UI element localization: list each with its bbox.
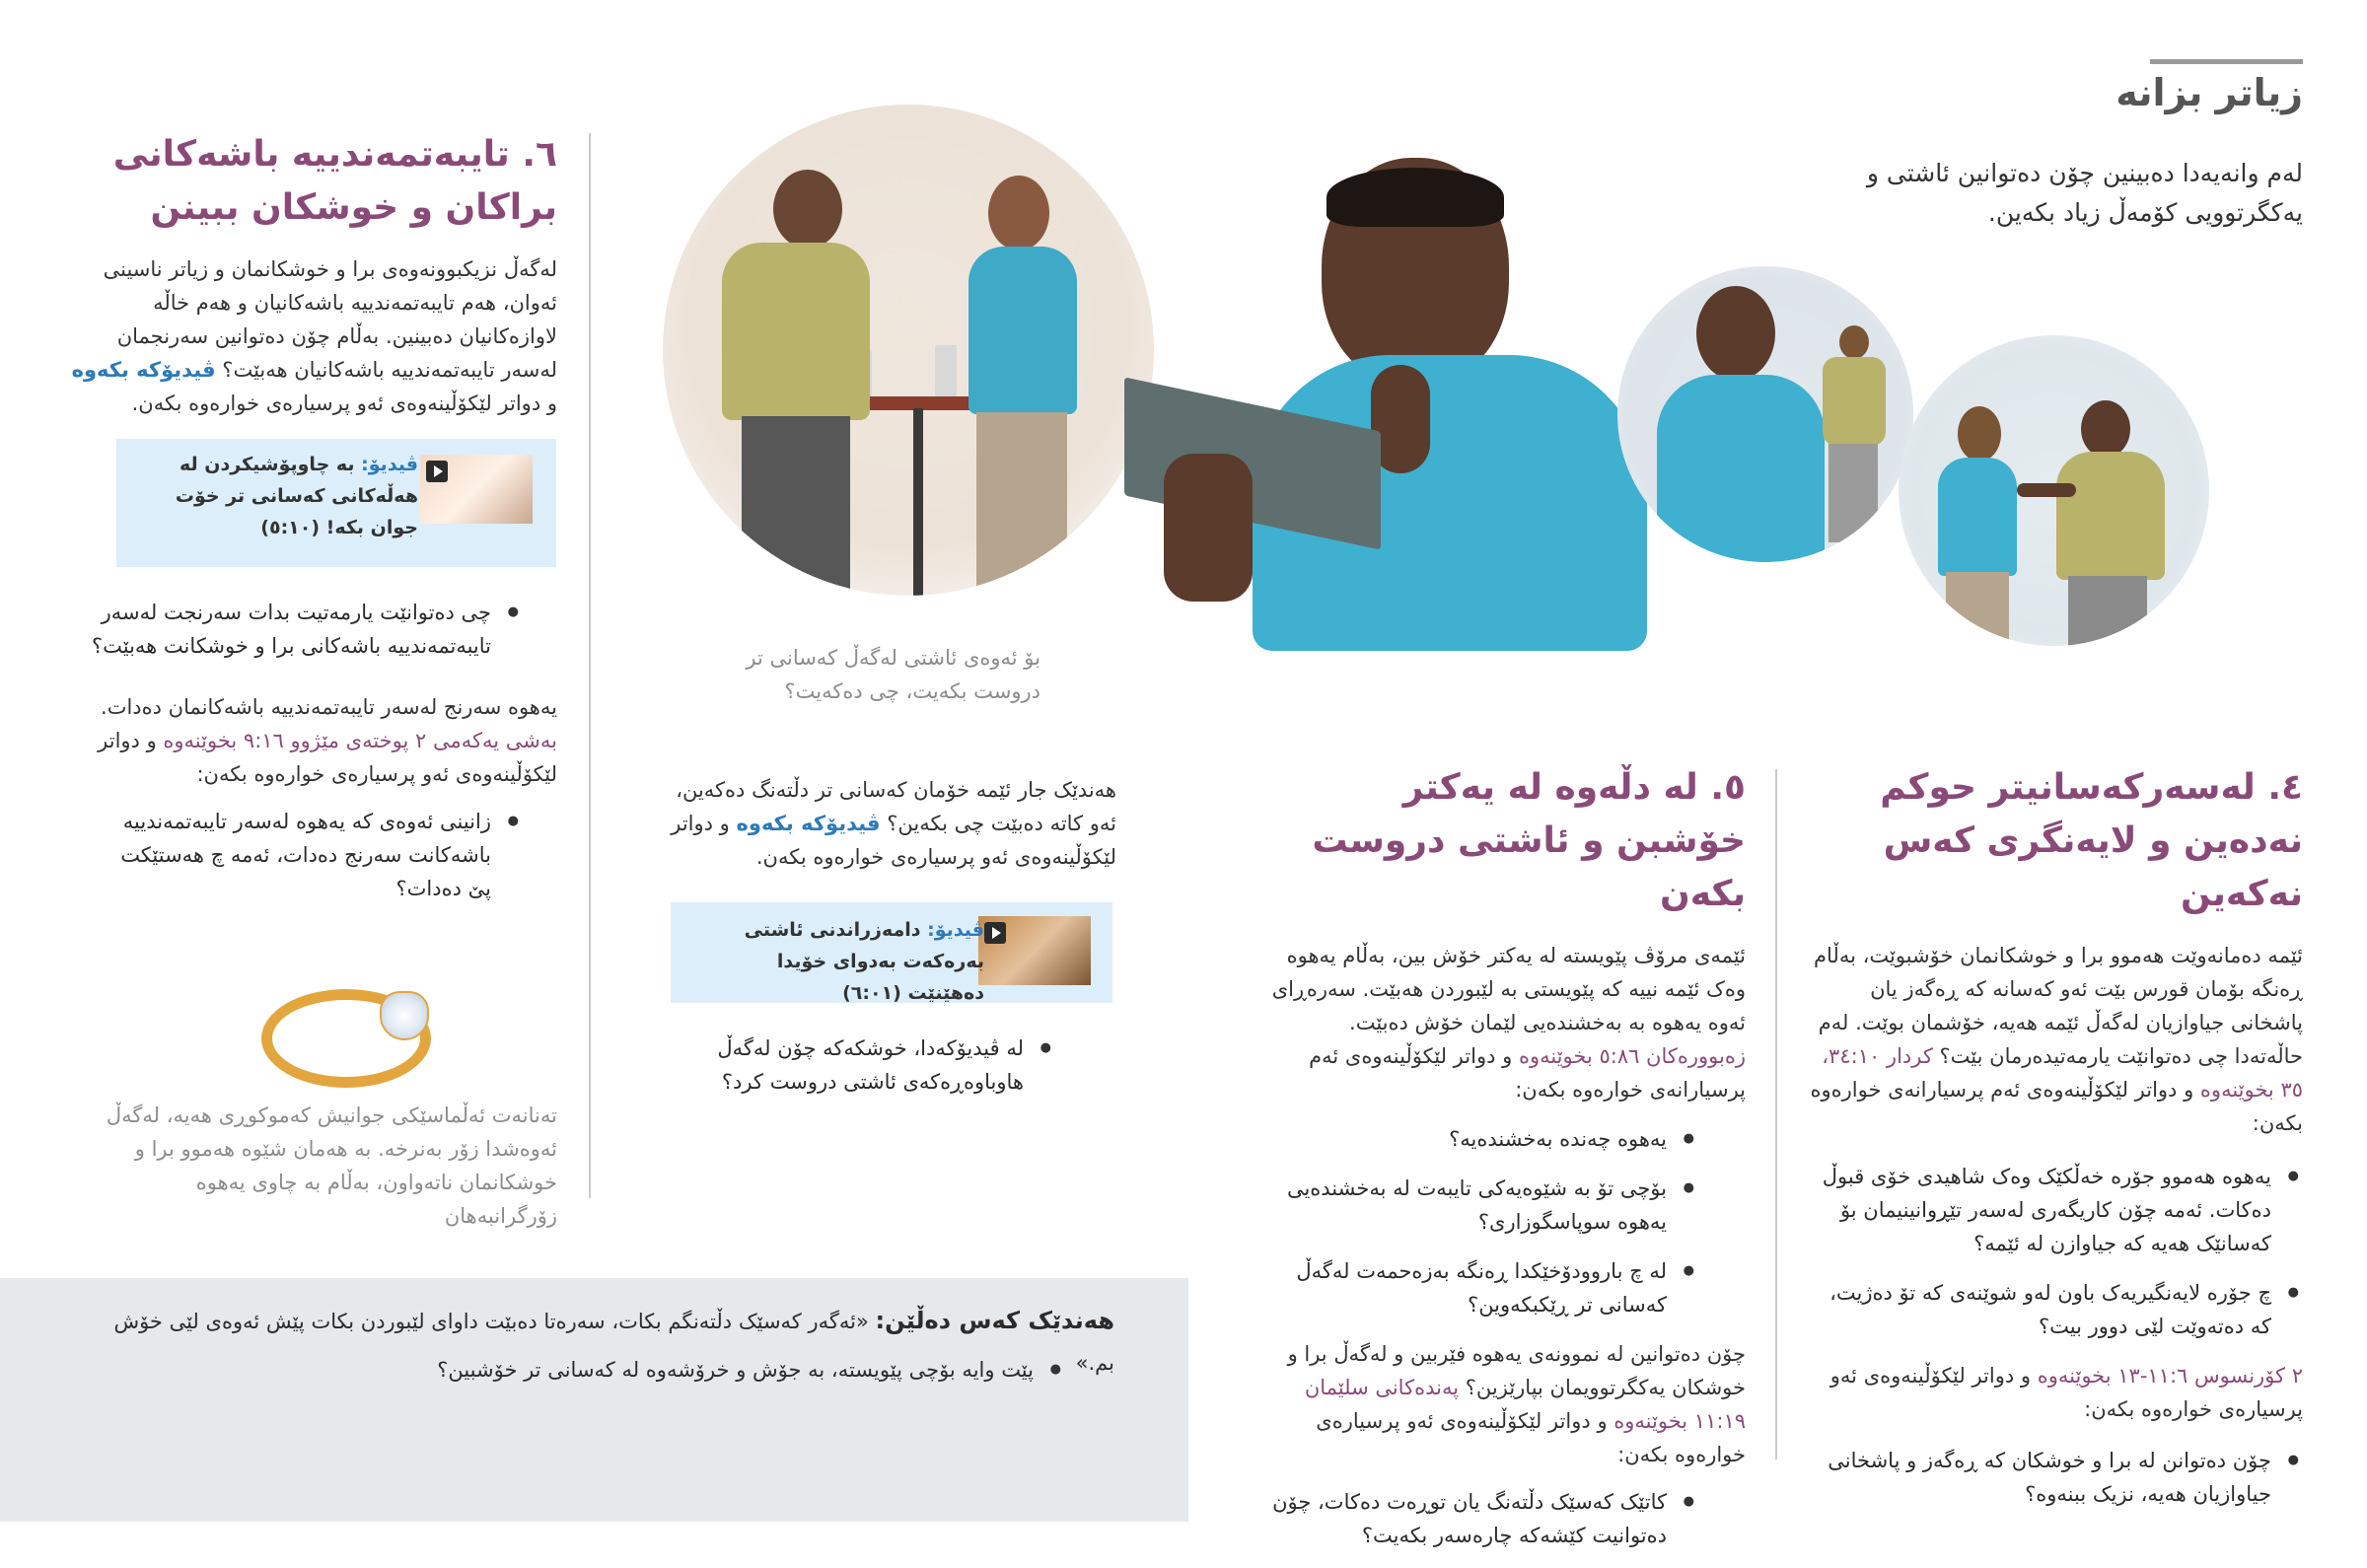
list-item: ● بۆچی تۆ بە شێوەیەکی تایبەت لە بەخشندەیی یەهوە سوپاسگوزاری؟ <box>1262 1172 1667 1239</box>
bottom-question <box>394 1353 1065 1402</box>
question-list <box>1810 1444 2303 1511</box>
list-item: ● چ جۆرە لایەنگیریەک باون لەو شوێنەی کە تۆ دەژیت، کە دەتەوێت لێی دوور بیت؟ <box>1810 1276 2271 1343</box>
section-5 <box>1262 761 1746 1568</box>
question-list <box>710 1032 1055 1114</box>
scripture-link[interactable]: زەبوورەکان ٨٦:‏٥ بخوێنەوە <box>1518 1044 1746 1068</box>
quote-lead: هەندێک کەس دەڵێن: <box>875 1307 1114 1334</box>
section-body: هەندێک جار ئێمە خۆمان کەسانی تر دڵتەنگ دەکەین، ئەو کاتە دەبێت چی بکەین؟ ڤیدیۆکە بکەوە و دواتر لێکۆڵینەوەی ئەو پرسیارەی خوارەوە بکەن. <box>671 778 1116 869</box>
scripture-link[interactable]: کردار ١٠:‏٣٤، ٣٥ بخوێنەوە <box>1822 1044 2303 1102</box>
video-thumbnail[interactable] <box>420 455 533 524</box>
video-card[interactable] <box>116 439 556 567</box>
video-label: ڤیدیۆ: <box>361 454 418 475</box>
question-list <box>1810 1160 2303 1343</box>
column-divider <box>589 133 591 1198</box>
list-item: ● یەهوە هەموو جۆرە خەڵکێک وەک شاهیدی خۆی قبوڵ دەکات. ئەمە چۆن کاریگەری لەسەر تێڕوانینیمان بۆ کەسانێک هەیە کە جیاوازن لە ئێمە؟ <box>1810 1160 2271 1260</box>
open-video-link[interactable]: ڤیدیۆکە بکەوە <box>71 358 216 382</box>
section-body: یەهوە سەرنج لەسەر تایبەتمەندییە باشەکانمان دەدات. بەشی یەکەمی ٢ پوختەی مێژوو ١٦:‏٩ بخوێنەوە و دواتر لێکۆڵینەوەی ئەو پرسیارەی خوارەوە بکەن: <box>98 695 557 786</box>
header-rule <box>2150 59 2303 64</box>
question-list <box>89 596 523 663</box>
list-item: ● پێت وایە بۆچی پێویستە، بە جۆش و خرۆشەوە لە کەسانی تر خۆشبین؟ <box>394 1353 1034 1387</box>
section-title: ٥. لە دڵەوە لە یەکتر خۆشبن و ئاشتی دروست بکەن <box>1312 767 1746 914</box>
open-video-link[interactable]: ڤیدیۆکە بکەوە <box>736 812 881 835</box>
section-6 <box>59 128 557 420</box>
column-divider <box>1775 769 1777 1460</box>
list-item: ● زانینی ئەوەی کە یەهوە لەسەر تایبەتمەندییە باشەکانت سەرنج دەدات، ئەمە چ هەستێکت پێ دەدات؟ <box>118 805 491 905</box>
illustration-two-men-talking <box>663 105 1154 596</box>
video-thumbnail[interactable] <box>978 916 1091 985</box>
section-body: ئێمەی مرۆڤ پێویستە لە یەکتر خۆش بین، بەڵام یەهوە وەک ئێمە نییە کە پێویستی بە لێبوردن هەبێت. سەرەڕای ئەوە یەهوە بە بەخشندەیی لێمان خۆش دەبێت. زەبوورەکان ٨٦:‏٥ بخوێنەوە و دواتر لێکۆڵینەوەی ئەم پرسیارانەی خوارەوە بکەن: <box>1271 944 1746 1102</box>
video-card[interactable] <box>671 902 1112 1003</box>
list-item: ● چی دەتوانێت یارمەتیت بدات سەرنجت لەسەر تایبەتمەندییە باشەکانی برا و خوشکانت هەبێت؟ <box>89 596 491 663</box>
scripture-link[interactable]: بەشی یەکەمی ٢ پوختەی مێژوو ١٦:‏٩ بخوێنەوە <box>163 729 557 752</box>
section-6-continued <box>89 596 523 678</box>
list-item: ● چۆن دەتوانن لە برا و خوشکان کە ڕەگەز و پاشخانی جیاوازیان هەیە، نزیک ببنەوە؟ <box>1810 1444 2271 1511</box>
question-list <box>394 1353 1065 1387</box>
diamond-ring-image <box>251 971 444 1080</box>
ring-caption: تەنانەت ئەڵماسێکی جوانیش کەموکوڕی هەیە، لەگەڵ ئەوەشدا زۆر بەنرخە. بە هەمان شێوە هەموو برا و خوشکانمان ناتەواون، بەڵام بە چاوی یەهوە زۆرگرانبەهان <box>106 1104 557 1228</box>
list-item: ● یەهوە چەندە بەخشندەیە؟ <box>1262 1122 1667 1156</box>
intro-text: لەم وانەیەدا دەبینین چۆن دەتوانین ئاشتی و یەکگرتوویی کۆمەڵ زیاد بکەین. <box>1866 159 2303 227</box>
question-list <box>118 805 523 905</box>
section-4 <box>1810 761 2303 1527</box>
section-body: ئێمە دەمانەوێت هەموو برا و خوشکانمان خۆشبوێت، بەڵام ڕەنگە بۆمان قورس بێت ئەو کەسانە کە ڕەگەز یان پاشخانی جیاوازیان لەگەڵ ئێمە هەیە، خۆشمان بوێت. لەم حاڵەتەدا چی دەتوانێت یارمەتیدەرمان بێت؟ کردار ١٠:‏٣٤، ٣٥ بخوێنەوە و دواتر لێکۆڵینەوەی ئەم پرسیارانەی خوارەوە بکەن: <box>1810 944 2303 1135</box>
section-body: چۆن دەتوانین لە نموونەی یەهوە فێربین و لەگەڵ برا و خوشکان یەکگرتوویمان بپارێزین؟ پەندەکانی سلێمان ١٩:‏١١ بخوێنەوە و دواتر لێکۆڵینەوەی ئەو پرسیارەی خوارەوە بکەن: <box>1287 1342 1746 1466</box>
video-title: بە چاوپۆشیکردن لە هەڵەکانی کەسانی تر خۆت جوان بکە! (٥:١٠) <box>175 454 418 538</box>
section-title: ٤. لەسەرکەسانیتر حوکم نەدەین و لایەنگری کەس نەکەین <box>1880 767 2303 914</box>
scripture-link[interactable]: پەندەکانی سلێمان ١٩:‏١١ بخوێنەوە <box>1304 1376 1746 1433</box>
question-list <box>1262 1122 1746 1321</box>
section-6-questions <box>118 805 523 921</box>
play-icon[interactable] <box>426 461 448 482</box>
play-icon[interactable] <box>984 922 1006 944</box>
list-item: ● کاتێک کەسێک دڵتەنگ یان توڕەت دەکات، چۆن دەتوانیت کێشەکە چارەسەر بکەیت؟ <box>1262 1485 1667 1552</box>
list-item: ● لە ڤیدیۆکەدا، خوشکەکە چۆن لەگەڵ هاوباوەڕەکەی ئاشتی دروست کرد؟ <box>710 1032 1024 1099</box>
middle-block <box>671 773 1116 874</box>
illustration-caption: بۆ ئەوەی ئاشتی لەگەڵ کەسانی تر دروست بکەیت، چی دەکەیت؟ <box>746 646 1040 703</box>
question-list <box>1262 1485 1746 1552</box>
section-body: ٢ کۆرنسوس ٦:‏١١-‏١٣ بخوێنەوە و دواتر لێکۆڵینەوەی ئەو پرسیارەی خوارەوە بکەن: <box>1829 1364 2303 1421</box>
video-label: ڤیدیۆ: <box>927 919 984 941</box>
list-item: ● لە چ باروودۆخێکدا ڕەنگە بەزەحمەت لەگەڵ کەسانی تر ڕێکبکەوین؟ <box>1262 1254 1667 1321</box>
quote-text: «ئەگەر کەسێک دڵتەنگم بکات، سەرەتا دەبێت داوای لێبوردن بکات پێش ئەوەی لێی خۆش بم.» <box>113 1310 1114 1375</box>
illustration-upset-man <box>1617 266 1913 562</box>
section-body: لەگەڵ نزیکبوونەوەی برا و خوشکانمان و زیاتر ناسینی ئەوان، هەم تایبەتمەندییە باشەکانیان و هەم خاڵە لاوازەکانیان دەبینین. بەڵام چۆن دەتوانین سەرنجمان لەسەر تایبەتمەندییە باشەکانیان هەبێت؟ ڤیدیۆکە بکەوە و دواتر لێکۆڵینەوەی ئەو پرسیارەی خوارەوە بکەن. <box>71 257 557 415</box>
video-title: دامەزراندنی ئاشتی بەرەکەت بەدوای خۆیدا دەهێنێت (٦:٠١) <box>744 919 984 1004</box>
illustration-man-reading <box>1124 158 1677 671</box>
scripture-link[interactable]: ٢ کۆرنسوس ٦:‏١١-‏١٣ بخوێنەوە <box>2037 1364 2303 1388</box>
section-title: ٦. تایبەتمەندییە باشەکانی براکان و خوشکان ببینن <box>112 134 557 228</box>
illustration-man-pointing <box>1899 335 2209 646</box>
page-title: زیاتر بزانە <box>2116 71 2303 114</box>
